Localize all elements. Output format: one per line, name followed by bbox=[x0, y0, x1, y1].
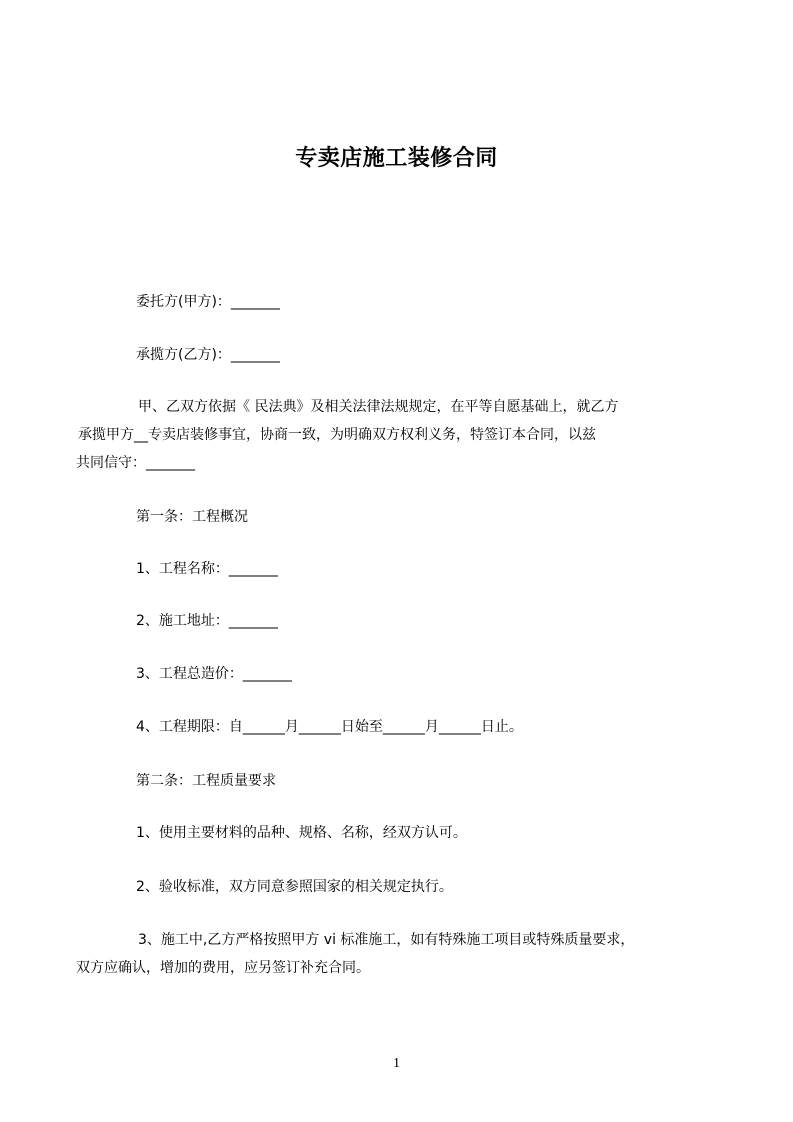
article1-item-period: 4、工程期限：自______月______日始至______月______日止。 bbox=[136, 719, 523, 735]
article2-item-construction bbox=[76, 926, 700, 982]
article1-heading: 第一条：工程概况 bbox=[136, 509, 248, 525]
article1-item-name: 1、工程名称：_______ bbox=[136, 561, 278, 577]
preamble-paragraph bbox=[76, 393, 700, 477]
preamble-line: 甲、乙双方依据《 民法典》及相关法律法规规定，在平等自愿基础上，就乙方 bbox=[138, 399, 619, 415]
preamble-line: 共同信守：_______ bbox=[76, 455, 195, 471]
article1-item-price: 3、工程总造价：_______ bbox=[136, 666, 292, 682]
article2-item-materials: 1、使用主要材料的品种、规格、名称，经双方认可。 bbox=[136, 825, 467, 841]
contractor-party-line: 承揽方(乙方)：_______ bbox=[136, 347, 280, 363]
preamble-line: 承揽甲方__专卖店装修事宜，协商一致，为明确双方权利义务，特签订本合同，以兹 bbox=[78, 427, 596, 443]
contract-title: 专卖店施工装修合同 bbox=[295, 146, 498, 171]
client-party-line: 委托方(甲方)：_______ bbox=[136, 294, 280, 310]
page-number: 1 bbox=[393, 1056, 400, 1071]
article1-item-address: 2、施工地址：_______ bbox=[136, 613, 278, 629]
construction-line: 双方应确认，增加的费用，应另签订补充合同。 bbox=[76, 960, 370, 976]
construction-line: 3、施工中,乙方严格按照甲方 vi 标准施工，如有特殊施工项目或特殊质量要求， bbox=[138, 932, 635, 948]
article2-heading: 第二条：工程质量要求 bbox=[136, 773, 276, 789]
article2-item-standard: 2、验收标准，双方同意参照国家的相关规定执行。 bbox=[136, 879, 453, 895]
